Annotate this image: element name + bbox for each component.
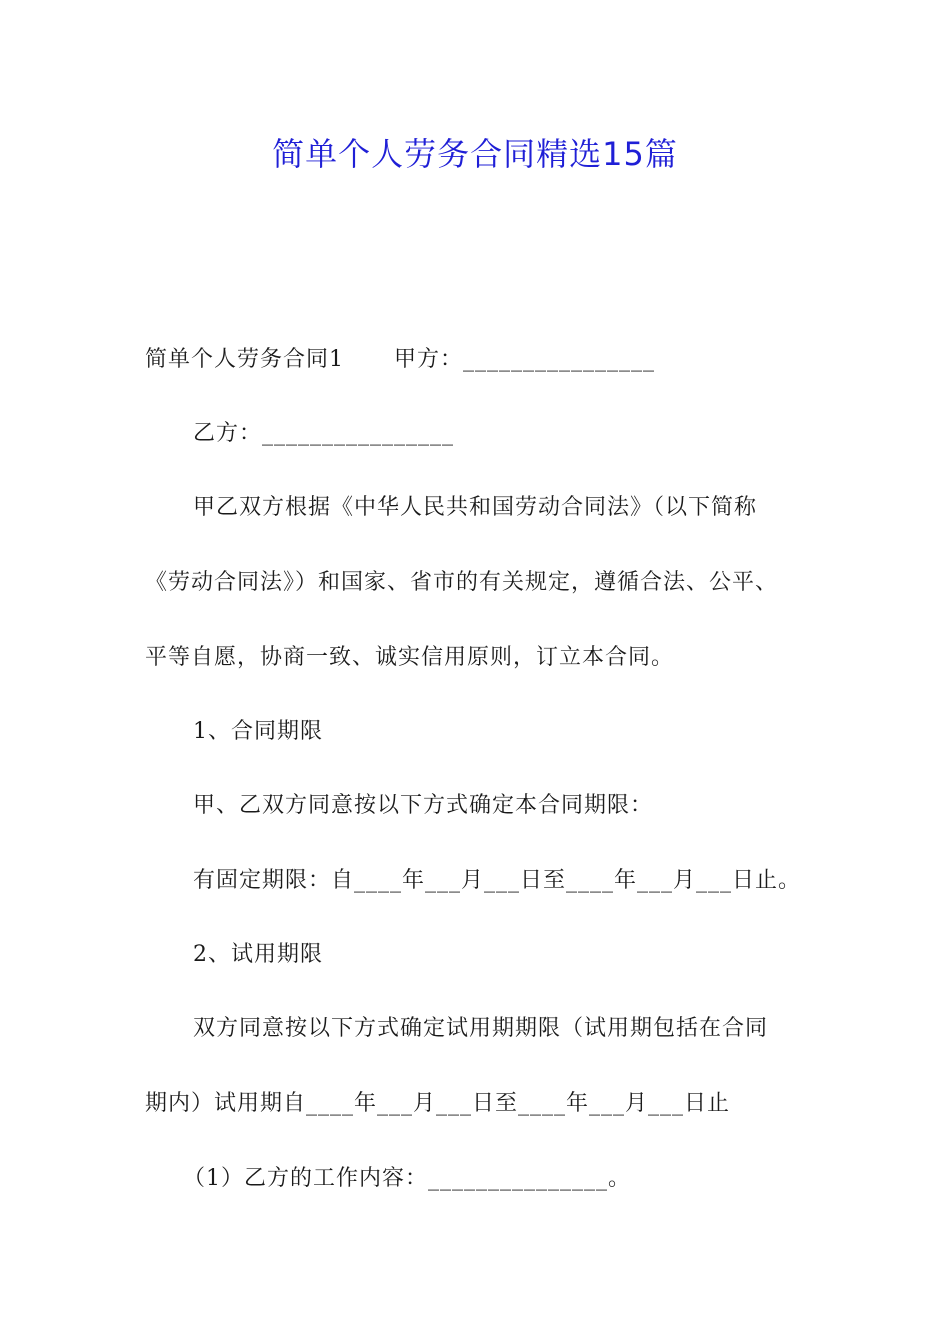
paragraph-line: 甲、乙双方同意按以下方式确定本合同期限： <box>193 793 654 818</box>
paragraph-line: 《劳动合同法》）和国家、省市的有关规定，遵循合法、公平、 <box>145 570 779 595</box>
section-heading: 1、合同期限 <box>193 719 323 744</box>
contract-heading-line <box>145 340 825 380</box>
party-b-field: 乙方：________________ <box>193 421 455 446</box>
party-a-field: 甲方：________________ <box>394 347 656 372</box>
paragraph-line: 期内）试用期自____年___月___日至____年___月___日止 <box>145 1091 731 1116</box>
paragraph-line: 有固定期限：自____年___月___日至____年___月___日止。 <box>193 868 802 893</box>
paragraph-line: 双方同意按以下方式确定试用期期限（试用期包括在合同 <box>193 1016 769 1041</box>
paragraph-line: 平等自愿，协商一致、诚实信用原则，订立本合同。 <box>145 645 675 670</box>
contract-number-label: 简单个人劳务合同1 <box>145 347 344 372</box>
document-title: 简单个人劳务合同精选15篇 <box>272 135 678 173</box>
section-heading: 2、试用期限 <box>193 942 323 967</box>
paragraph-line: （1）乙方的工作内容：_______________。 <box>183 1166 631 1191</box>
paragraph-line: 甲乙双方根据《中华人民共和国劳动合同法》（以下简称 <box>193 495 758 520</box>
